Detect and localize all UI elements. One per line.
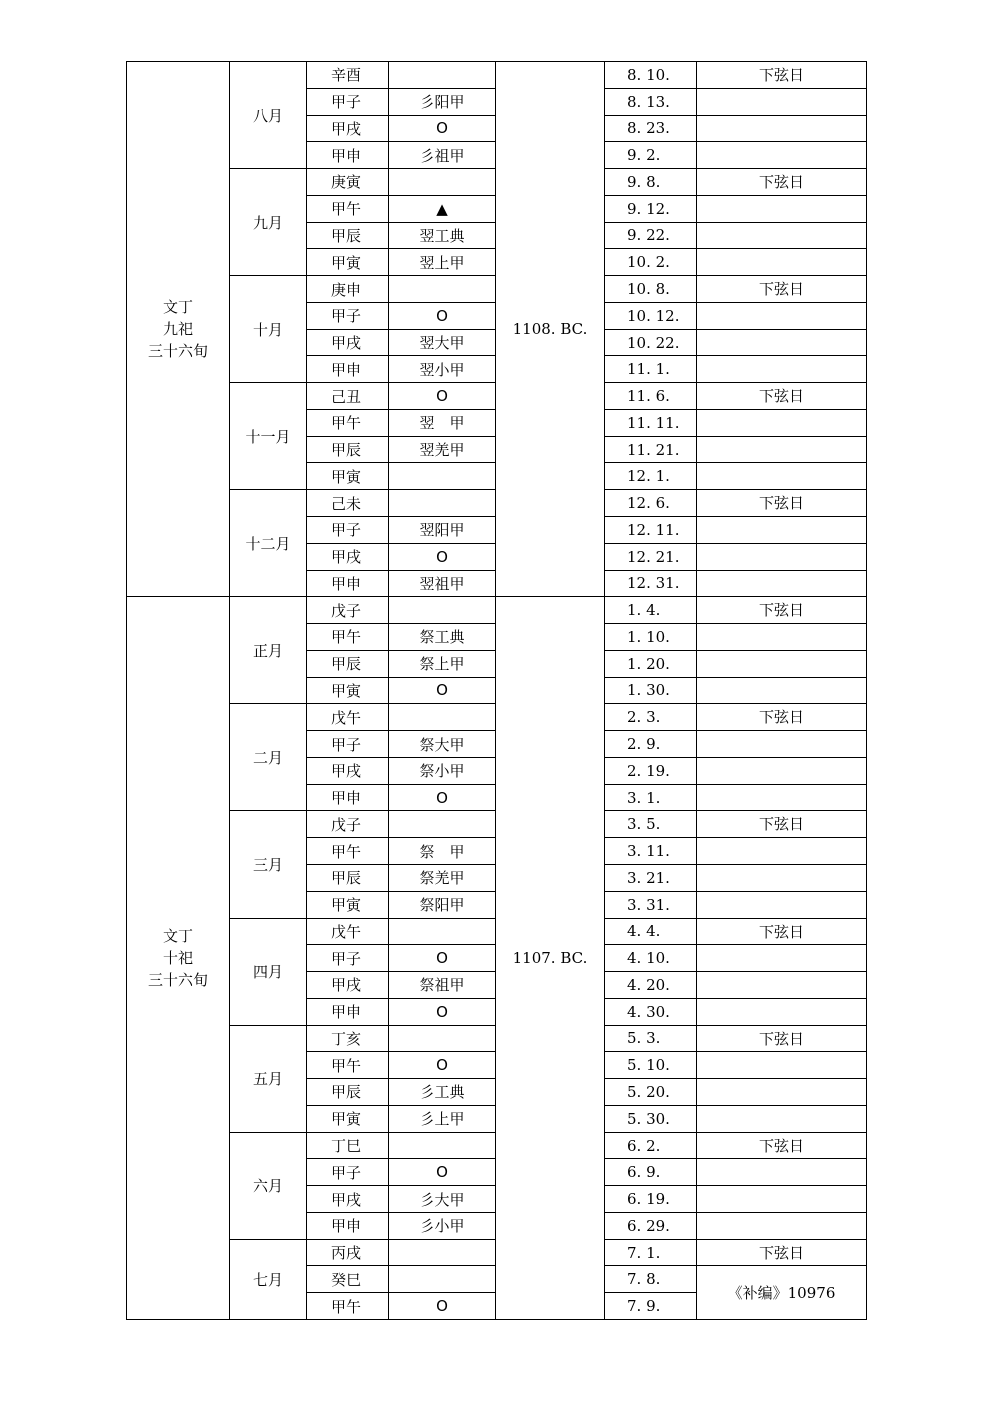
date-cell: 5. 20. — [604, 1078, 697, 1106]
date-cell: 4. 20. — [604, 971, 697, 999]
ritual-cell — [388, 1239, 496, 1267]
day-cell: 戊子 — [306, 596, 389, 624]
day-cell: 甲子 — [306, 516, 389, 544]
ritual-cell: 祭阳甲 — [388, 891, 496, 919]
note-cell: 下弦日 — [696, 1132, 867, 1160]
date-cell: 2. 9. — [604, 730, 697, 758]
note-cell — [696, 409, 867, 437]
date-cell: 1. 10. — [604, 623, 697, 651]
ritual-cell: 翌大甲 — [388, 329, 496, 357]
day-cell: 甲申 — [306, 570, 389, 598]
date-cell: 11. 21. — [604, 436, 697, 464]
note-cell: 下弦日 — [696, 1239, 867, 1267]
date-cell: 1. 30. — [604, 677, 697, 705]
day-cell: 甲辰 — [306, 436, 389, 464]
note-cell — [696, 141, 867, 169]
source-note-cell: 《补编》10976 — [696, 1265, 867, 1320]
note-cell — [696, 1212, 867, 1240]
date-cell: 4. 30. — [604, 998, 697, 1026]
date-cell: 7. 9. — [604, 1292, 697, 1320]
date-cell: 6. 19. — [604, 1185, 697, 1213]
month-cell: 五月 — [229, 1025, 307, 1133]
ritual-cell — [388, 1265, 496, 1293]
ritual-cell: O — [388, 998, 496, 1026]
day-cell: 甲辰 — [306, 222, 389, 250]
date-cell: 5. 10. — [604, 1051, 697, 1079]
day-cell: 丁亥 — [306, 1025, 389, 1053]
note-cell — [696, 329, 867, 357]
day-cell: 己未 — [306, 489, 389, 517]
ritual-cell: 祭小甲 — [388, 757, 496, 785]
date-cell: 3. 5. — [604, 810, 697, 838]
note-cell — [696, 623, 867, 651]
day-cell: 丙戌 — [306, 1239, 389, 1267]
date-cell: 9. 2. — [604, 141, 697, 169]
date-cell: 11. 6. — [604, 382, 697, 410]
day-cell: 辛酉 — [306, 61, 389, 89]
ritual-cell — [388, 61, 496, 89]
day-cell: 甲辰 — [306, 1078, 389, 1106]
year-cell: 1108. BC. — [495, 61, 605, 597]
date-cell: 11. 11. — [604, 409, 697, 437]
day-cell: 甲戌 — [306, 115, 389, 143]
day-cell: 甲子 — [306, 944, 389, 972]
note-cell — [696, 757, 867, 785]
reign-line: 九祀 — [162, 320, 193, 339]
note-cell — [696, 248, 867, 276]
note-cell — [696, 864, 867, 892]
day-cell: 甲申 — [306, 784, 389, 812]
date-cell: 12. 6. — [604, 489, 697, 517]
note-cell — [696, 1185, 867, 1213]
ritual-cell — [388, 810, 496, 838]
month-cell: 二月 — [229, 703, 307, 811]
date-cell: 12. 1. — [604, 462, 697, 490]
ritual-cell — [388, 462, 496, 490]
day-cell: 甲午 — [306, 409, 389, 437]
day-cell: 甲子 — [306, 1158, 389, 1186]
day-cell: 甲辰 — [306, 864, 389, 892]
date-cell: 7. 8. — [604, 1265, 697, 1293]
month-cell: 七月 — [229, 1239, 307, 1320]
note-cell — [696, 677, 867, 705]
note-cell — [696, 88, 867, 116]
ritual-cell: O — [388, 1051, 496, 1079]
reign-line: 三十六旬 — [147, 971, 208, 990]
day-cell: 丁巳 — [306, 1132, 389, 1160]
date-cell: 9. 22. — [604, 222, 697, 250]
date-cell: 9. 8. — [604, 168, 697, 196]
note-cell — [696, 516, 867, 544]
reign-cell — [126, 596, 230, 1320]
month-cell: 三月 — [229, 810, 307, 918]
note-cell: 下弦日 — [696, 275, 867, 303]
ritual-cell — [388, 703, 496, 731]
day-cell: 己丑 — [306, 382, 389, 410]
date-cell: 12. 11. — [604, 516, 697, 544]
day-cell: 甲申 — [306, 355, 389, 383]
ritual-cell: O — [388, 1292, 496, 1320]
ritual-cell — [388, 489, 496, 517]
date-cell: 6. 2. — [604, 1132, 697, 1160]
day-cell: 甲申 — [306, 141, 389, 169]
date-cell: 3. 1. — [604, 784, 697, 812]
day-cell: 甲戌 — [306, 1185, 389, 1213]
note-cell — [696, 222, 867, 250]
ritual-cell — [388, 1025, 496, 1053]
month-cell: 六月 — [229, 1132, 307, 1240]
ritual-cell: 祭大甲 — [388, 730, 496, 758]
date-cell: 6. 29. — [604, 1212, 697, 1240]
ritual-cell: O — [388, 302, 496, 330]
year-cell: 1107. BC. — [495, 596, 605, 1320]
date-cell: 7. 1. — [604, 1239, 697, 1267]
ritual-cell: O — [388, 784, 496, 812]
ritual-cell: ▲ — [388, 195, 496, 223]
day-cell: 甲子 — [306, 730, 389, 758]
day-cell: 庚寅 — [306, 168, 389, 196]
day-cell: 甲申 — [306, 998, 389, 1026]
day-cell: 甲午 — [306, 623, 389, 651]
ritual-cell: O — [388, 115, 496, 143]
reign-line: 文丁 — [162, 927, 193, 946]
note-cell — [696, 1078, 867, 1106]
ritual-cell: 翌 甲 — [388, 409, 496, 437]
day-cell: 甲寅 — [306, 891, 389, 919]
note-cell — [696, 891, 867, 919]
date-cell: 11. 1. — [604, 355, 697, 383]
date-cell: 3. 31. — [604, 891, 697, 919]
month-cell: 正月 — [229, 596, 307, 704]
month-cell: 十二月 — [229, 489, 307, 597]
ritual-cell: 翌工典 — [388, 222, 496, 250]
month-cell: 四月 — [229, 918, 307, 1026]
note-cell — [696, 784, 867, 812]
ritual-cell: 翌羌甲 — [388, 436, 496, 464]
day-cell: 甲午 — [306, 837, 389, 865]
date-cell: 2. 19. — [604, 757, 697, 785]
note-cell — [696, 837, 867, 865]
day-cell: 甲子 — [306, 88, 389, 116]
note-cell — [696, 1051, 867, 1079]
day-cell: 甲午 — [306, 1051, 389, 1079]
note-cell — [696, 436, 867, 464]
day-cell: 甲申 — [306, 1212, 389, 1240]
ritual-cell: 彡小甲 — [388, 1212, 496, 1240]
date-cell: 2. 3. — [604, 703, 697, 731]
note-cell — [696, 115, 867, 143]
date-cell: 4. 10. — [604, 944, 697, 972]
date-cell: 5. 3. — [604, 1025, 697, 1053]
day-cell: 甲午 — [306, 1292, 389, 1320]
day-cell: 甲戌 — [306, 757, 389, 785]
ritual-cell: 彡上甲 — [388, 1105, 496, 1133]
date-cell: 1. 4. — [604, 596, 697, 624]
note-cell — [696, 302, 867, 330]
note-cell — [696, 971, 867, 999]
note-cell — [696, 195, 867, 223]
ritual-cell: 彡大甲 — [388, 1185, 496, 1213]
date-cell: 1. 20. — [604, 650, 697, 678]
date-cell: 4. 4. — [604, 918, 697, 946]
day-cell: 甲午 — [306, 195, 389, 223]
ritual-cell — [388, 168, 496, 196]
day-cell: 甲寅 — [306, 677, 389, 705]
note-cell — [696, 1158, 867, 1186]
date-cell: 3. 21. — [604, 864, 697, 892]
note-cell: 下弦日 — [696, 382, 867, 410]
month-cell: 九月 — [229, 168, 307, 276]
note-cell: 下弦日 — [696, 596, 867, 624]
date-cell: 12. 31. — [604, 570, 697, 598]
ritual-cell: O — [388, 677, 496, 705]
day-cell: 癸巳 — [306, 1265, 389, 1293]
note-cell: 下弦日 — [696, 703, 867, 731]
date-cell: 8. 23. — [604, 115, 697, 143]
ritual-cell: O — [388, 1158, 496, 1186]
ritual-cell: 祭祖甲 — [388, 971, 496, 999]
reign-line: 三十六旬 — [147, 342, 208, 361]
ritual-cell: 翌祖甲 — [388, 570, 496, 598]
ritual-cell: 彡工典 — [388, 1078, 496, 1106]
reign-line: 文丁 — [162, 298, 193, 317]
ritual-cell: 彡阳甲 — [388, 88, 496, 116]
reign-cell — [126, 61, 230, 597]
date-cell: 5. 30. — [604, 1105, 697, 1133]
ritual-cell: 彡祖甲 — [388, 141, 496, 169]
date-cell: 3. 11. — [604, 837, 697, 865]
ritual-cell: 翌上甲 — [388, 248, 496, 276]
month-cell: 十一月 — [229, 382, 307, 490]
date-cell: 10. 2. — [604, 248, 697, 276]
month-cell: 十月 — [229, 275, 307, 383]
day-cell: 戊子 — [306, 810, 389, 838]
day-cell: 甲戌 — [306, 543, 389, 571]
note-cell — [696, 944, 867, 972]
date-cell: 10. 8. — [604, 275, 697, 303]
date-cell: 10. 12. — [604, 302, 697, 330]
day-cell: 戊午 — [306, 703, 389, 731]
date-cell: 6. 9. — [604, 1158, 697, 1186]
date-cell: 12. 21. — [604, 543, 697, 571]
note-cell: 下弦日 — [696, 61, 867, 89]
date-cell: 8. 10. — [604, 61, 697, 89]
note-cell: 下弦日 — [696, 810, 867, 838]
note-cell — [696, 355, 867, 383]
day-cell: 甲戌 — [306, 329, 389, 357]
date-cell: 8. 13. — [604, 88, 697, 116]
day-cell: 甲子 — [306, 302, 389, 330]
ritual-cell: 翌阳甲 — [388, 516, 496, 544]
note-cell — [696, 998, 867, 1026]
date-cell: 10. 22. — [604, 329, 697, 357]
date-cell: 9. 12. — [604, 195, 697, 223]
note-cell — [696, 1105, 867, 1133]
ritual-cell: 祭上甲 — [388, 650, 496, 678]
note-cell — [696, 730, 867, 758]
ritual-cell: O — [388, 944, 496, 972]
day-cell: 甲寅 — [306, 248, 389, 276]
ritual-cell: 祭羌甲 — [388, 864, 496, 892]
note-cell: 下弦日 — [696, 168, 867, 196]
ritual-cell — [388, 1132, 496, 1160]
ritual-cell — [388, 275, 496, 303]
ritual-cell: O — [388, 543, 496, 571]
reign-line: 十祀 — [162, 949, 193, 968]
day-cell: 甲寅 — [306, 1105, 389, 1133]
ritual-cell: 翌小甲 — [388, 355, 496, 383]
month-cell: 八月 — [229, 61, 307, 169]
note-cell — [696, 462, 867, 490]
ritual-cell: O — [388, 382, 496, 410]
day-cell: 甲戌 — [306, 971, 389, 999]
note-cell: 下弦日 — [696, 489, 867, 517]
note-cell: 下弦日 — [696, 918, 867, 946]
day-cell: 甲辰 — [306, 650, 389, 678]
day-cell: 甲寅 — [306, 462, 389, 490]
ritual-cell: 祭工典 — [388, 623, 496, 651]
day-cell: 庚申 — [306, 275, 389, 303]
day-cell: 戊午 — [306, 918, 389, 946]
note-cell — [696, 650, 867, 678]
note-cell — [696, 543, 867, 571]
note-cell: 下弦日 — [696, 1025, 867, 1053]
note-cell — [696, 570, 867, 598]
ritual-cell — [388, 596, 496, 624]
ritual-cell: 祭 甲 — [388, 837, 496, 865]
ritual-cell — [388, 918, 496, 946]
